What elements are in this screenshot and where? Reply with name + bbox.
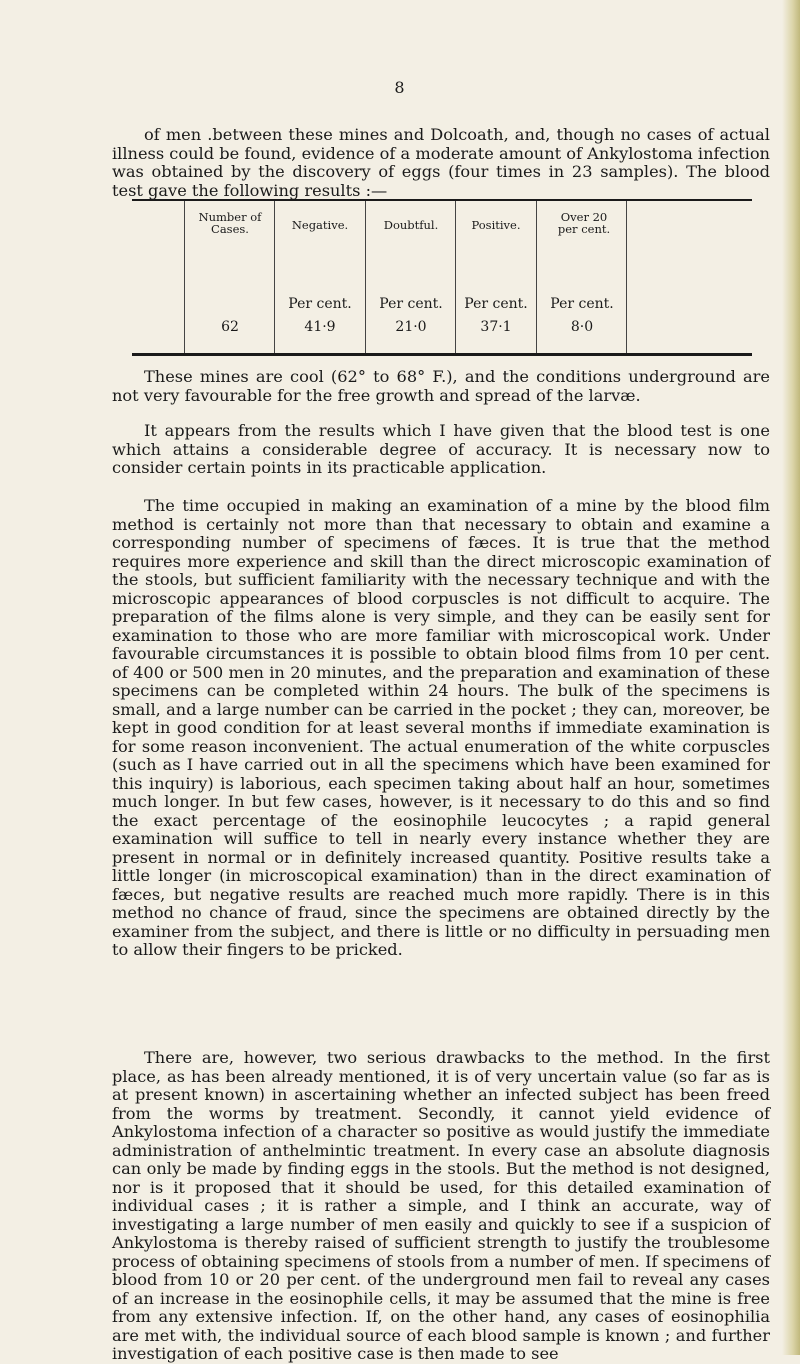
value-number-of-cases: 62 bbox=[221, 319, 239, 335]
paragraph-mines-cool: These mines are cool (62° to 68° F.), and the conditions underground are not very favourable for the free growth and spread of the larvæ. bbox=[112, 367, 770, 405]
unit-positive: Per cent. bbox=[464, 296, 528, 312]
header-positive: Positive. bbox=[471, 218, 521, 232]
value-negative: 41·9 bbox=[304, 319, 336, 335]
table-column-line bbox=[536, 201, 537, 353]
paragraph-drawbacks: There are, however, two serious drawbacks to the method. In the first place, as has been already mentioned, it is of very uncertain value (so far as is at present known) in ascertaining whether an infected subject has been freed from the worms by treatment. Secondly, it cannot yield evidence of Ankylostoma infection of a character so positive as would justify the immediate administration of anthelmintic treatment. In every case an absolute diagnosis can only be made by finding eggs in the stools. But the method is not designed, nor is it proposed that it should be used, for this detailed examination of individual cases ; it is rather a simple, and I think an accurate, way of investigating a large number of men easily and quickly to see if a suspicion of Ankylostoma is thereby raised of sufficient strength to justify the troublesome process of obtaining specimens of stools from a number of men. If specimens of blood from 10 or 20 per cent. of the underground men fail to reveal any cases of an increase in the eosinophile cells, it may be assumed that the mine is free from any extensive infection. If, on the other hand, any cases of eosinophilia are met with, the individual source of each blood sample is known ; and further investigation of each positive case is then made to see bbox=[112, 1048, 770, 1363]
table-column-line bbox=[365, 201, 366, 353]
table-bottom-rule bbox=[132, 353, 752, 356]
unit-doubtful: Per cent. bbox=[379, 296, 443, 312]
table-column-line bbox=[455, 201, 456, 353]
header-negative: Negative. bbox=[291, 218, 349, 232]
page-edge bbox=[782, 0, 800, 1355]
unit-over-20: Per cent. bbox=[550, 296, 614, 312]
paragraph-time-occupied: The time occupied in making an examination of a mine by the blood film method is certainly not more than that necessary to obtain and examine a corresponding number of specimens of fæces. It is true that the method requires more experience and skill than the direct microscopic examination of the stools, but sufficient familiarity with the necessary technique and with the microscopic appearances of blood corpuscles is not difficult to acquire. The preparation of the films alone is very simple, and they can be easily sent for examination to those who are more familiar with microscopical work. Under favourable circumstances it is possible to obtain blood films from 10 per cent. of 400 or 500 men in 20 minutes, and the preparation and examination of these specimens can be completed within 24 hours. The bulk of the specimens is small, and a large number can be carried in the pocket ; they can, moreover, be kept in good condition for at least several months if immediate examination is for some reason inconvenient. The actual enumeration of the white corpuscles (such as I have carried out in all the specimens which have been examined for this inquiry) is laborious, each specimen taking about half an hour, sometimes much longer. In but few cases, however, is it necessary to do this and so find the exact percentage of the eosinophile leucocytes ; a rapid general examination will suffice to tell in nearly every instance whether they are present in normal or in definitely increased quantity. Positive results take a little longer (in microscopical examination) than in the direct examination of fæces, but negative results are reached much more rapidly. There is in this method no chance of fraud, since the specimens are obtained directly by the examiner from the subject, and there is little or no difficulty in persuading men to allow their fingers to be pricked. bbox=[112, 496, 770, 959]
unit-negative: Per cent. bbox=[288, 296, 352, 312]
header-over-20-per-cent: Over 20 per cent. bbox=[557, 210, 611, 236]
value-positive: 37·1 bbox=[480, 319, 512, 335]
header-doubtful: Doubtful. bbox=[383, 218, 439, 232]
page-number: 8 bbox=[394, 78, 406, 97]
header-number-of-cases: Number of Cases. bbox=[198, 210, 262, 236]
intro-paragraph: of men .between these mines and Dolcoath, and, though no cases of actual illness could be found, evidence of a moderate amount of Ankylostoma infection was obtained by the discovery of eggs (four times in 23 samples). The blood test gave the following results :— bbox=[112, 125, 770, 200]
results-table bbox=[132, 199, 752, 355]
paragraph-blood-test-accuracy: It appears from the results which I have given that the blood test is one which attains a considerable degree of accuracy. It is necessary now to consider certain points in its practicable application. bbox=[112, 421, 770, 477]
value-over-20: 8·0 bbox=[570, 319, 594, 335]
table-column-line bbox=[184, 201, 185, 353]
table-column-line bbox=[274, 201, 275, 353]
value-doubtful: 21·0 bbox=[395, 319, 427, 335]
table-column-line bbox=[626, 201, 627, 353]
table-top-rule bbox=[132, 199, 752, 201]
